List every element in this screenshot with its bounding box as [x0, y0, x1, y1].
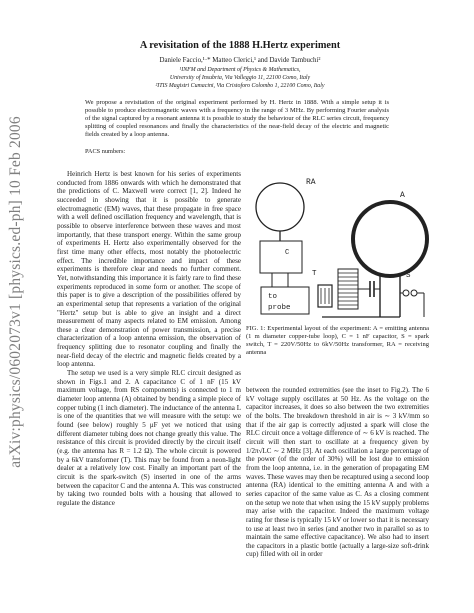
pacs-numbers: PACS numbers: [85, 148, 126, 155]
spark-switch-ball [411, 290, 417, 296]
arxiv-identifier: arXiv:physics/0602073v1 [physics.ed-ph] 10 Feb 2006 [7, 116, 24, 468]
ra-capacitor-box [260, 241, 302, 273]
emitting-antenna-loop [353, 202, 427, 276]
figure-caption: FIG. 1: Experimental layout of the experiment: A = emitting antenna (1 m diameter copper-tube loop), C = 1 nF capacitor, S = spark switch, T = 220V/50Hz to 6kV/50Hz transformer, RA = receiving antenna [246, 325, 429, 357]
label-probe-line-2: probe [268, 304, 291, 312]
right-column-text [246, 386, 429, 559]
receiving-antenna-loop [256, 183, 304, 231]
paper-title: A revisitation of the 1888 H.Hertz experiment [139, 40, 341, 51]
affiliation-line-2: University of Insubria, Via Valleggio 11, 22100 Como, Italy [169, 75, 311, 81]
setup-paragraph: The setup we used is a very simple RLC circuit designed as shown in Figs.1 and 2. A capacitance C of 1 nF (15 kV maximum voltage, from RS components) is connected to 1 m diameter loop antenna (A) obtained by bending a simple piece of copper tubing (1 inch diameter). The inductance of the antenna L is one of the quantities that we will measure with the setup: we found (see below) roughly 5 μF yet we noticed that using different diameter tubing does not change greatly this value. The resistance of this circuit is provided directly by the circuit itself (e.g. the antenna has R = 1.2 Ω). The whole circuit is powered by a 6kV transformer (T). This may be found from a neon-light dealer at a relatively low cost. Finally an important part of the circuit is the spark-switch (S) inserted in one of the arms between the capacitor C and the antenna A. This was constructed by taking two rounded bolts with a housing that allowed to regulate the distance [57, 369, 241, 507]
coil-icon [338, 269, 358, 309]
affiliation-line-1: ¹INFM and Department of Physics & Mathematics, [179, 67, 301, 73]
experiment-figure [252, 169, 432, 321]
author-list: Daniele Faccio,¹·* Matteo Clerici,¹ and Davide Tambuchi² [159, 57, 321, 64]
left-column-text [57, 170, 241, 508]
label-t: T [312, 270, 317, 278]
affiliation-line-3: ²ITIS Magistri Cumacini, Via Cristoforo Colombo 1, 22100 Como, Italy [155, 83, 325, 89]
label-s: S [406, 272, 411, 280]
intro-paragraph: Heinrich Hertz is best known for his series of experiments conducted from 1886 onwards with which he demonstrated that the predictions of C. Maxwell were correct [1, 2]. Indeed he succeeded in showing that it is possible to generate electromagnetic (EM) waves, that these propagate in free space with a well defined oscillation frequency and wavelength, that is possible to observe interference between these waves and most importantly, that these transport energy. Within the same group of experiments H. Hertz also experimentally observed for the first time many other effects, most notably the photoelectric effect. The incredible importance and impact of these experiments is therefore clear and needs no further comment. Yet, notwithstanding this importance it is fairly rare to find these experiments reproduced in some form or another. The scope of this paper is to give a description of the possibilities offered by an experimental setup that represents a variation of the original "Hertz" setup but is able to give an insight and a direct measurement of many aspects related to EM emission. Among these a clear demonstration of power transmission, a precise characterization of a loop antenna emission, the observation of frequency splitting due to resonator coupling and finally the near-field decay of the electric and magnetic fields created by a loop antenna. [57, 170, 241, 369]
label-probe-line-1: to [268, 293, 278, 301]
spark-paragraph: between the rounded extremities (see the inset to Fig.2). The 6 kV voltage supply oscillates at 50 Hz. As the voltage on the capacitor increases, it does so also between the two extremities of the bolts. The breakdown threshold in air is ∼ 3 kV/mm so that if the air gap is correctly adjusted a spark will close the RLC circuit once a voltage difference of ∼ 6 kV is reached. The circuit will then start to oscillate at a frequency given by 1/2π√LC ∼ 2 MHz [3]. At each oscillation a large percentage of the power (of the order of 30%) will be lost due to emission from the loop antenna, i.e. in the generation of propagating EM waves. These waves may then be recaptured using a second loop antenna (RA) identical to the emitting antenna A and with a series capacitor of the same value as C. As a closing comment on the setup we note that when using the 15 kV supply problems may arise with the capacitor. Indeed the maximum voltage rating for these is typically 15 kV or lower so that it is necessary to use at least two in series (and another two in parallel so as to maintain the same effective capacitance). We also had to insert the capacitors in a plastic bottle (actually a large-size soft-drink cup) filled with oil in order [246, 386, 429, 559]
spark-switch-ball [403, 290, 409, 296]
label-ra: RA [306, 178, 316, 187]
label-a: A [400, 191, 405, 200]
abstract: We propose a revisitation of the original experiment performed by H. Hertz in 1888. With a simple setup it is possible to produce electromagnetic waves with a frequency in the range of 3 MHz. By performing Fourier analysis of the signal captured by a resonant antenna it is possible to study the behaviour of the RLC series circuit, frequency splitting of coupled resonances and finally the characteristics of the near-field decay of the electric and magnetic fields created by a loop antenna. [85, 99, 389, 139]
label-c: C [285, 249, 290, 257]
